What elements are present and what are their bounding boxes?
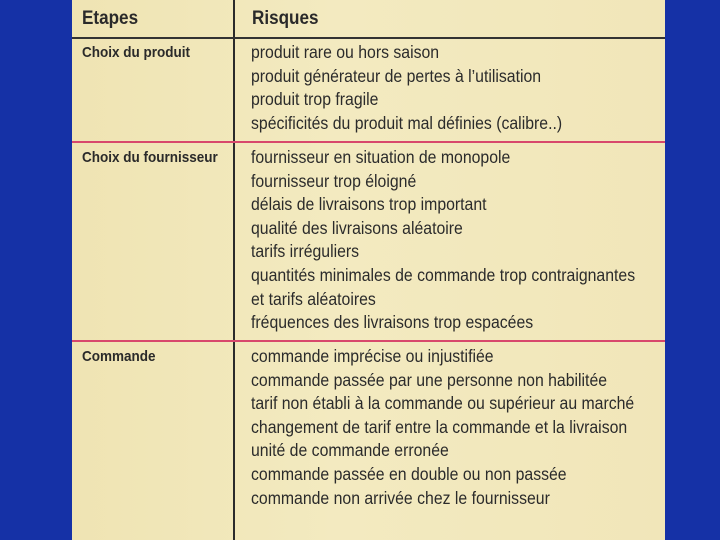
list-item: produit trop fragile [251,89,379,110]
list-item: commande passée en double ou non passée [251,463,567,484]
list-item: fréquences des livraisons trop espacées [251,312,534,333]
header-divider [72,37,665,39]
list-item: commande imprécise ou injustifiée [251,346,494,366]
list-item: unité de commande erronée [251,440,449,461]
header-steps: Etapes [82,8,139,29]
risk-list-order [251,345,665,510]
list-item: commande non arrivée chez le fournisseur [251,487,550,508]
list-item: fournisseur trop éloigné [251,170,417,191]
list-item: qualité des livraisons aléatoire [251,217,463,238]
list-item: et tarifs aléatoires [251,288,376,309]
list-item: tarifs irréguliers [251,241,360,262]
list-item: quantités minimales de commande trop contraignantes [251,264,636,285]
list-item: fournisseur en situation de monopole [251,147,511,167]
row-divider [72,340,665,342]
row-divider [72,141,665,143]
risk-table [72,0,665,540]
list-item: délais de livraisons trop important [251,194,487,215]
list-item: produit générateur de pertes à l’utilisation [251,65,542,86]
step-supplier-choice: Choix du fournisseur [82,149,218,166]
risk-list-product-choice [251,41,589,135]
list-item: spécificités du produit mal définies (calibre..) [251,112,563,133]
list-item: produit rare ou hors saison [251,42,440,62]
step-product-choice: Choix du produit [82,44,190,61]
risk-list-supplier-choice [251,146,665,335]
list-item: commande passée par une personne non habilitée [251,369,608,390]
step-order: Commande [82,348,156,365]
header-risks: Risques [252,8,319,29]
column-divider [233,0,235,540]
list-item: tarif non établi à la commande ou supérieur au marché [251,393,635,414]
list-item: changement de tarif entre la commande et la livraison [251,416,628,437]
